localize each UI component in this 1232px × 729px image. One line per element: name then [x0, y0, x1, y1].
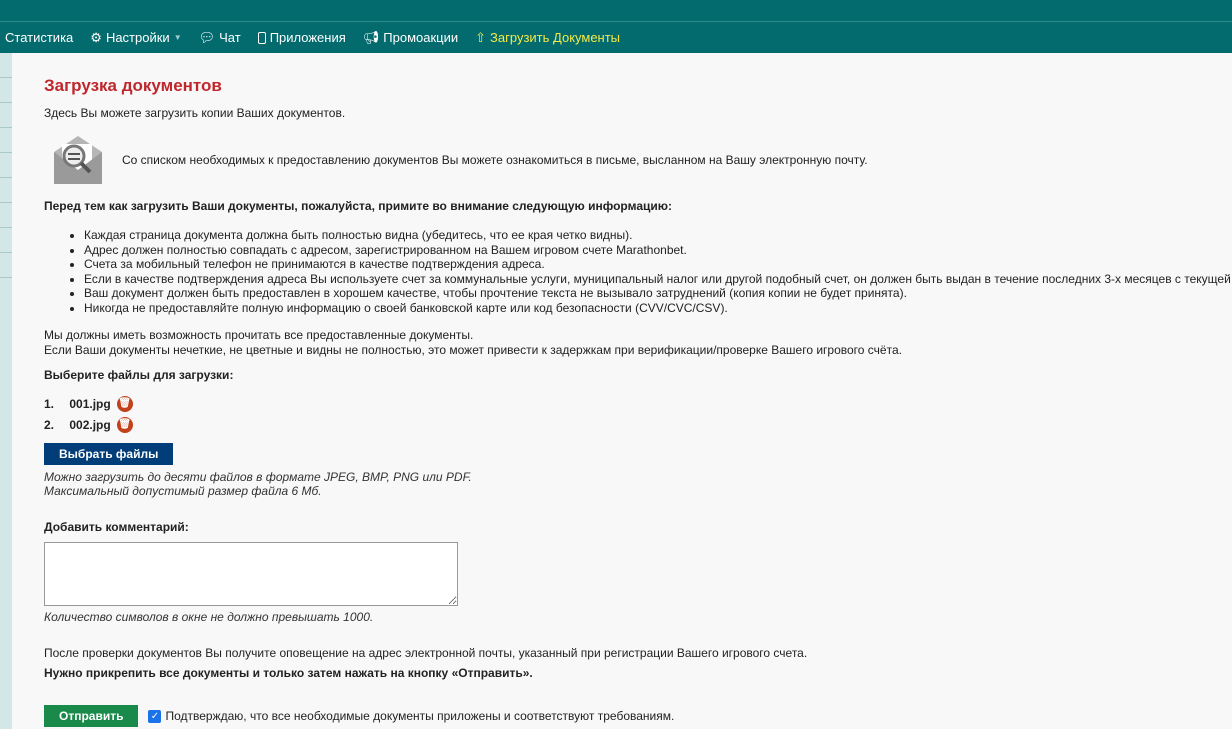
before-heading: Перед тем как загрузить Ваши документы, пожалуйста, примите во внимание следующую информацию:: [44, 199, 672, 213]
file-name: 001.jpg: [69, 396, 111, 411]
confirm-checkbox[interactable]: ✓: [148, 710, 161, 723]
intro-text: Здесь Вы можете загрузить копии Ваших документов.: [44, 106, 346, 120]
trash-icon[interactable]: 🗑︎: [117, 396, 133, 412]
readable-note-1: Мы должны иметь возможность прочитать все предоставленные документы.: [44, 328, 474, 342]
readable-note-2: Если Ваши документы нечеткие, не цветные и видны не полностью, это может привести к задержкам при верификации/проверке Вашего игрового счёта.: [44, 343, 902, 357]
choose-files-button[interactable]: Выбрать файлы: [44, 443, 173, 465]
comment-label: Добавить комментарий:: [44, 520, 189, 534]
trash-icon[interactable]: 🗑︎: [117, 417, 133, 433]
file-number: 2.: [44, 417, 55, 432]
nav-label: Настройки: [105, 30, 170, 45]
nav-label: Промоакции: [383, 30, 459, 45]
left-sidebar-edge: [0, 53, 12, 729]
megaphone-icon: 📢︎: [362, 29, 380, 45]
rule-item: • Адрес должен полностью совпадать с адресом, зарегистрированном на Вашем игровом счете Marathonbet.: [84, 243, 1232, 258]
comment-note: Количество символов в окне не должно превышать 1000.: [44, 610, 374, 624]
nav-label: Загрузить Документы: [490, 30, 621, 45]
files-note-2: Максимальный допустимый размер файла 6 Мб.: [44, 484, 322, 498]
file-list: [44, 393, 1232, 435]
mail-note: Со списком необходимых к предоставлению документов Вы можете ознакомиться в письме, высланном на Вашу электронную почту.: [122, 152, 868, 167]
rule-item: • Никогда не предоставляйте полную информацию о своей банковской карте или код безопасности (CVV/CVC/CSV).: [84, 301, 1232, 316]
phone-icon: [258, 32, 266, 44]
nav-promotions[interactable]: [363, 30, 458, 46]
chat-icon: 💬︎: [198, 29, 216, 45]
comment-textarea[interactable]: [44, 542, 458, 606]
upload-icon: ⇧: [475, 29, 487, 45]
gear-icon: ⚙: [90, 29, 102, 45]
nav-upload-documents[interactable]: [475, 30, 620, 46]
rule-item: • Счета за мобильный телефон не принимаются в качестве подтверждения адреса.: [84, 257, 1232, 272]
rule-item: • Ваш документ должен быть предоставлен в хорошем качестве, чтобы прочтение текста не вызывало затруднений (копия копии не будет принята).: [84, 286, 1232, 301]
file-number: 1.: [44, 396, 55, 411]
file-item: [44, 414, 1232, 435]
nav-label: Чат: [219, 30, 241, 45]
confirm-label[interactable]: Подтверждаю, что все необходимые документы приложены и соответствуют требованиям.: [165, 709, 675, 723]
nav-label: Приложения: [269, 30, 346, 45]
send-button[interactable]: Отправить: [44, 705, 138, 727]
select-files-label: Выберите файлы для загрузки:: [44, 368, 234, 382]
files-note-1: Можно загрузить до десяти файлов в формате JPEG, BMP, PNG или PDF.: [44, 470, 472, 484]
chevron-down-icon: ▼: [173, 33, 182, 42]
file-name: 002.jpg: [69, 417, 111, 432]
rule-item: • Если в качестве подтверждения адреса Вы используете счет за коммунальные услуги, муниципальный налог или другой подобный счет, он должен быть выдан в течение последних 3-х месяцев с текущей: [84, 272, 1232, 287]
rules-list: [84, 228, 1232, 315]
nav-settings[interactable]: [90, 30, 181, 46]
nav-statistics[interactable]: [5, 30, 73, 45]
attach-all-note: Нужно прикрепить все документы и только затем нажать на кнопку «Отправить».: [44, 666, 533, 680]
rule-item: • Каждая страница документа должна быть полностью видна (убедитесь, что ее края четко видны).: [84, 228, 1232, 243]
file-item: [44, 393, 1232, 414]
email-document-icon: [52, 134, 104, 186]
main-nav: [0, 22, 1232, 53]
nav-chat[interactable]: [199, 30, 241, 46]
page-title: Загрузка документов: [44, 76, 222, 95]
nav-apps[interactable]: [258, 30, 346, 45]
upload-documents-panel: [44, 53, 1232, 727]
after-check-note: После проверки документов Вы получите оповещение на адрес электронной почты, указанный при регистрации Вашего игрового счета.: [44, 646, 808, 660]
nav-label: Статистика: [5, 30, 74, 45]
top-header: [0, 0, 1232, 22]
